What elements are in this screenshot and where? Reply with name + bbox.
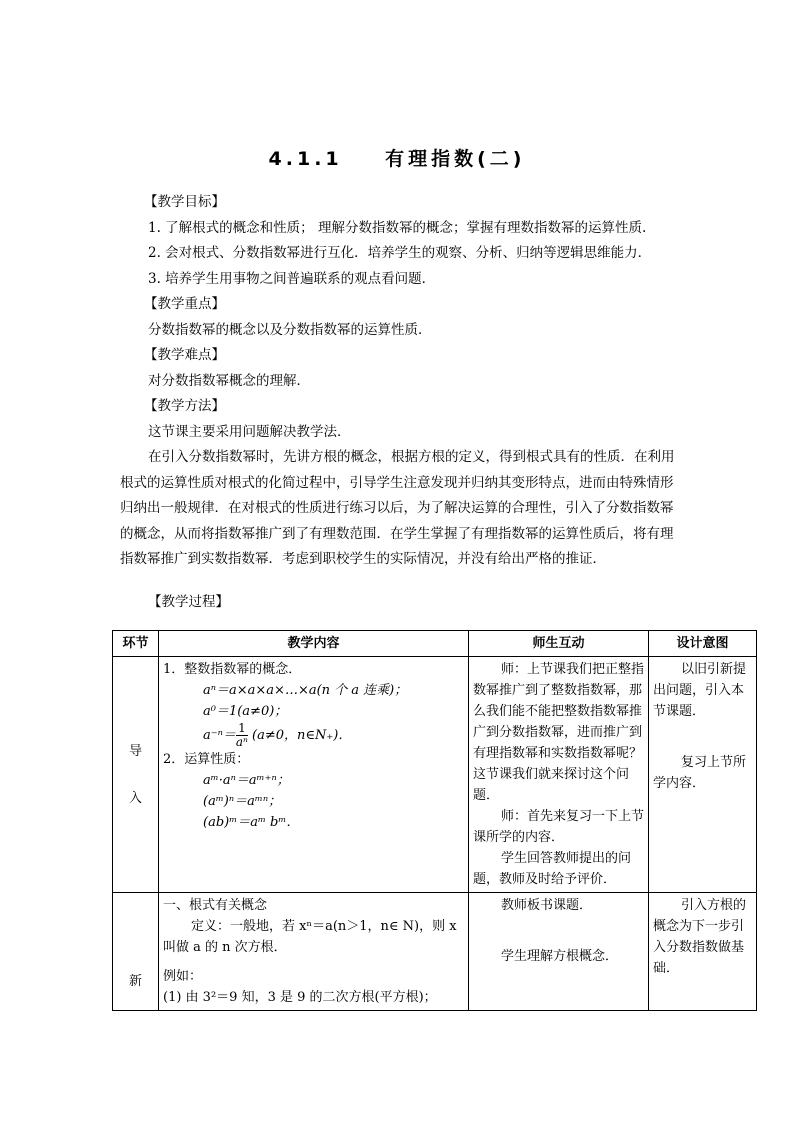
interaction-text: 师：上节课我们把正整指数幂推广到了整数指数幂，那么我们能不能把整数指数幂推广到分数指数幂，进而推广到有理指数幂和实数指数幂呢？这节课我们就来探讨这个问题． (473, 662, 645, 803)
content-cell (159, 657, 469, 893)
interaction-cell (469, 893, 649, 1011)
methods-paragraph: 在引入分数指数幂时，先讲方根的概念，根据方根的定义，得到根式具有的性质．在利用根式的运算性质对根式的化简过程中，引导学生注意发现并归纳其变形特点，进而由特殊情形归纳出一般规律．在对根式的性质进行练习以后，为了解决运算的合理性，引入了分数指数幂的概念，从而将指数幂推广到了有理数范围．在学生掌握了有理指数幂的运算性质后，将有理指数幂推广到实数指数幂．考虑到职校学生的实际情况，并没有给出严格的推证． (120, 449, 675, 567)
example-item: (1) 由 3²＝9 知，3 是 9 的二次方根(平方根)； (163, 990, 437, 1005)
key-points-heading: 【教学重点】 (144, 296, 225, 312)
formula: (ab)ᵐ＝aᵐ bᵐ． (203, 815, 300, 830)
header-intent: 设计意图 (649, 631, 757, 657)
fraction-numerator: 1 (236, 722, 248, 736)
content-item: 2．运算性质： (163, 752, 250, 767)
intent-cell (649, 657, 757, 893)
stage-char: 新 (128, 974, 142, 989)
fraction (236, 722, 248, 749)
content-item: 1．整数指数幂的概念． (163, 662, 302, 677)
intent-cell (649, 893, 757, 1011)
formula: aⁿ＝a×a×a×…×a(n 个 a 连乘)； (203, 683, 408, 698)
intent-text: 以旧引新提出问题，引入本节课题． (653, 662, 747, 719)
header-stage: 环节 (113, 631, 159, 657)
objective-item-1: 1. 了解根式的概念和性质； 理解分数指数幂的概念；掌握有理数指数幂的运算性质. (148, 219, 647, 236)
formula: aᵐ·aⁿ＝aᵐ⁺ⁿ； (203, 773, 290, 788)
formula-part: (a≠0，n∈N₊)． (247, 728, 352, 743)
header-content: 教学内容 (159, 631, 469, 657)
objectives-heading: 【教学目标】 (144, 194, 225, 210)
interaction-text: 教师板书课题． (501, 898, 593, 913)
interaction-text: 学生理解方根概念． (501, 949, 619, 964)
methods-line1: 这节课主要采用问题解决教学法． (148, 423, 351, 440)
table-header-row (113, 631, 757, 657)
spacer (473, 916, 644, 946)
interaction-text: 师：首先来复习一下上节课所学的内容． (473, 809, 645, 845)
intent-text: 复习上节所学内容． (653, 755, 747, 791)
formula-part: a⁻ⁿ＝ (203, 728, 236, 743)
table-row (113, 893, 757, 1011)
content-cell (159, 893, 469, 1011)
intent-text: 引入方根的概念为下一步引入分数指数做基础． (653, 898, 747, 976)
difficulties-text: 对分数指数幂概念的理解． (148, 372, 310, 389)
difficulties-heading: 【教学难点】 (144, 347, 225, 363)
stage-cell (113, 893, 159, 1011)
process-heading: 【教学过程】 (148, 594, 229, 610)
fraction-denominator: aⁿ (235, 735, 248, 749)
lesson-table (112, 630, 757, 1011)
document-body (120, 190, 680, 573)
stage-char: 导 (128, 743, 142, 759)
table-row (113, 657, 757, 893)
example-label: 例如： (163, 969, 203, 984)
formula-fraction (163, 722, 464, 749)
header-interaction: 师生互动 (469, 631, 649, 657)
definition-text: 定义：一般地，若 xⁿ＝a(n＞1，n∈ N)，则 x 叫做 a 的 n 次方根． (163, 919, 457, 955)
page-title: 4.1.1 有理指数(二) (268, 148, 526, 170)
interaction-text: 学生回答教师提出的问题，教师及时给予评价． (473, 851, 632, 887)
content-heading: 一、根式有关概念 (163, 898, 268, 913)
formula: a⁰＝1(a≠0)； (203, 704, 288, 719)
stage-cell (113, 657, 159, 893)
key-points-text: 分数指数幂的概念以及分数指数幂的运算性质． (148, 321, 432, 338)
formula: (aᵐ)ⁿ＝aᵐⁿ； (203, 794, 282, 809)
spacer (653, 722, 752, 752)
objective-item-2: 2. 会对根式、分数指数幂进行互化．培养学生的观察、分析、归纳等逻辑思维能力． (148, 245, 652, 261)
stage-char: 入 (128, 790, 142, 806)
methods-heading: 【教学方法】 (144, 398, 225, 414)
interaction-cell (469, 657, 649, 893)
objective-item-3: 3. 培养学生用事物之间普遍联系的观点看问题． (148, 270, 436, 287)
